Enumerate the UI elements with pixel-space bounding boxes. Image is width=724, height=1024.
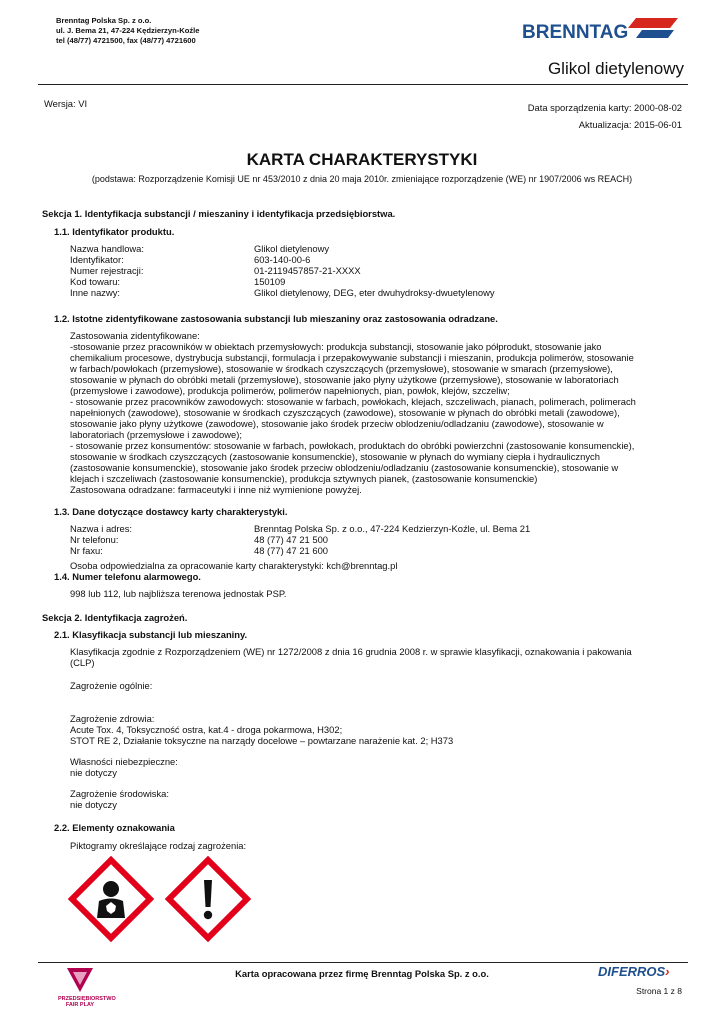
s11-values: [254, 243, 495, 298]
s21-heading: 2.1. Klasyfikacja substancji lub mieszaniny.: [54, 629, 248, 640]
main-title: KARTA CHARAKTERYSTYKI: [246, 150, 478, 169]
diferros-text: DIFERROS: [598, 964, 666, 979]
s12-line: - stosowanie przez pracowników zawodowych: stosowanie w farbach, powłokach, klejach, szczeliwach, pianach, polimerach, polimerach: [70, 396, 636, 407]
danger-value: nie dotyczy: [70, 767, 117, 778]
value-registration: 01-2119457857-21-XXXX: [254, 265, 361, 276]
health-line: Acute Tox. 4, Toksyczność ostra, kat.4 - droga pokarmowa, H302;: [70, 724, 343, 735]
s12-line: stosowanie w płynach do obróbki metali (przemysłowe), stosowanie jako płyny użytkowe (przemysłowe), stosowanie w laboratoriach: [70, 374, 619, 385]
s14-heading: 1.4. Numer telefonu alarmowego.: [54, 571, 201, 582]
s12-line: chemikalium procesowe, dystrybucja substancji, formulacja i przepakowywanie substancji i mieszanin, produkcja polimerów, stosowanie: [70, 352, 634, 363]
header-divider: [38, 84, 688, 85]
s12-line: w farbach/powłokach (przemysłowe), stosowanie w środkach czyszczących (przemysłowe), stosowanie w smarach (przemysłowe),: [70, 363, 613, 374]
section1-heading: Sekcja 1. Identyfikacja substancji / mieszaniny i identyfikacja przedsiębiorstwa.: [42, 208, 396, 219]
s12-line: Zastosowania zidentyfikowane:: [70, 330, 200, 341]
general-hazard: Zagrożenie ogólnie:: [70, 680, 153, 691]
dangerous-properties: [70, 756, 696, 778]
value-fax: 48 (77) 47 21 600: [254, 545, 329, 556]
s12-line: - stosowanie przez konsumentów: stosowanie w farbach, powłokach, produktach do obróbki powierzchni (zastosowanie konsumenckie),: [70, 440, 635, 451]
value-identifier: 603-140-00-6: [254, 254, 311, 265]
label-phone: Nr telefonu:: [70, 534, 119, 545]
label-product-code: Kod towaru:: [70, 276, 121, 287]
value-product-code: 150109: [254, 276, 286, 287]
footer-divider: [38, 962, 688, 963]
fair-play-small: PRZEDSIĘBIORSTWO: [58, 996, 116, 1002]
pictograms: [68, 856, 259, 944]
s21-line: Klasyfikacja zgodnie z Rozporządzeniem (WE) nr 1272/2008 z dnia 16 grudnia 2008 r. w sprawie klasyfikacji, oznakowania i pakowania: [70, 646, 632, 657]
env-label: Zagrożenie środowiska:: [70, 788, 170, 799]
brenntag-logo: [518, 14, 684, 44]
label-fax: Nr faxu:: [70, 545, 103, 556]
s12-line: (przemysłowe i zawodowe), produkcja polimerów, polimerów napełnionych, pian, powłok, klejów, szczeliw;: [70, 385, 510, 396]
s14-text: 998 lub 112, lub najbliższa terenowa jednostak PSP.: [70, 588, 287, 599]
s13-labels: [70, 523, 132, 556]
health-hazard: [70, 713, 696, 746]
date-updated: Aktualizacja: 2015-06-01: [578, 119, 682, 130]
exclamation-pictogram: [165, 856, 251, 942]
s13-contact: Osoba odpowiedzialna za opracowanie karty charakterystyki: kch@brenntag.pl: [70, 560, 398, 571]
dates: [528, 99, 682, 133]
environmental-hazard: [70, 788, 696, 810]
env-value: nie dotyczy: [70, 799, 117, 810]
s12-uses: [70, 330, 696, 495]
section2-heading: Sekcja 2. Identyfikacja zagrożeń.: [42, 612, 188, 623]
s12-line: (zastosowanie konsumenckie), stosowanie jako środek przeciw oblodzeniu/odladzaniu (zastosowanie konsumenckie), stosowanie w: [70, 462, 619, 473]
health-line: STOT RE 2, Działanie toksyczne na narządy docelowe – powtarzane narażenie kat. 2; H373: [70, 735, 454, 746]
company-name: Brenntag Polska Sp. z o.o.: [56, 16, 152, 25]
s22-heading: 2.2. Elementy oznakowania: [54, 822, 175, 833]
prepared-by: Karta opracowana przez firmę Brenntag Polska Sp. z o.o.: [235, 968, 489, 979]
version: Wersja: VI: [44, 98, 88, 109]
health-line: Zagrożenie zdrowia:: [70, 713, 155, 724]
company-info: [56, 16, 200, 46]
page-number: Strona 1 z 8: [636, 986, 682, 996]
s11-heading: 1.1. Identyfikator produktu.: [54, 226, 175, 237]
logo-text: BRENNTAG: [522, 22, 629, 43]
company-phone: tel (48/77) 4721500, fax (48/77) 4721600: [56, 36, 196, 45]
date-created: Data sporządzenia karty: 2000-08-02: [527, 102, 682, 113]
value-name-address: Brenntag Polska Sp. z o.o., 47-224 Kedzierzyn-Koźle, ul. Bema 21: [254, 523, 531, 534]
s12-heading: 1.2. Istotne zidentyfikowane zastosowania substancji lub mieszaniny oraz zastosowania odradzane.: [54, 313, 498, 324]
s12-line: stosowanie jako płyny użytkowe (zawodowe), stosowanie jako środek przeciw oblodzeniu/odladzaniu (zawodowe), stosowanie w: [70, 418, 604, 429]
label-name-address: Nazwa i adres:: [70, 523, 133, 534]
s12-line: napełnionych (zawodowe), stosowanie w środkach czyszczących (zawodowe), stosowanie w płynach do obróbki metali (zawodowe),: [70, 407, 620, 418]
danger-label: Własności niebezpieczne:: [70, 756, 178, 767]
health-hazard-pictogram: [68, 856, 154, 942]
s12-line: klejach i szczeliwach (zastosowanie konsumenckie), produkcja sztywnych pianek, (zastosowanie konsumenckie): [70, 473, 538, 484]
s12-line: -stosowanie przez pracowników w obiektach przemysłowych: produkcja substancji, stosowanie jako półprodukt, stosowanie jako: [70, 341, 602, 352]
diferros-logo: DIFERROS›: [598, 964, 670, 979]
value-trade-name: Glikol dietylenowy: [254, 243, 330, 254]
s13-values: [254, 523, 530, 556]
value-other-names: Glikol dietylenowy, DEG, eter dwuhydroksy-dwuetylenowy: [254, 287, 495, 298]
s11-labels: [70, 243, 144, 298]
s21-classification: [70, 646, 696, 668]
s12-line: laboratoriach (przemysłowe i zawodowe);: [70, 429, 242, 440]
label-other-names: Inne nazwy:: [70, 287, 121, 298]
regulation-basis: (podstawa: Rozporządzenie Komisji UE nr 453/2010 z dnia 20 maja 2010r. zmieniające rozporządzenie (WE) nr 1907/2006 ws REACH): [91, 174, 633, 184]
value-phone: 48 (77) 47 21 500: [254, 534, 329, 545]
label-identifier: Identyfikator:: [70, 254, 124, 265]
fair-play-text: FAIR PLAY: [65, 1002, 95, 1008]
pictograms-label: Piktogramy określające rodzaj zagrożenia:: [70, 840, 247, 851]
s13-heading: 1.3. Dane dotyczące dostawcy karty charakterystyki.: [54, 506, 288, 517]
product-title: Glikol dietylenowy: [547, 59, 684, 78]
s12-line: Zastosowana odradzane: farmaceutyki i inne niż wymienione powyżej.: [70, 484, 362, 495]
label-registration: Numer rejestracji:: [70, 265, 144, 276]
s12-line: stosowanie w środkach czyszczących (zastosowanie konsumenckie), stosowanie w płynach do wymiany ciepła i hydraulicznych: [70, 451, 600, 462]
label-trade-name: Nazwa handlowa:: [70, 243, 145, 254]
company-address: ul. J. Bema 21, 47-224 Kędzierzyn-Koźle: [56, 26, 200, 35]
s21-line: (CLP): [70, 657, 95, 668]
